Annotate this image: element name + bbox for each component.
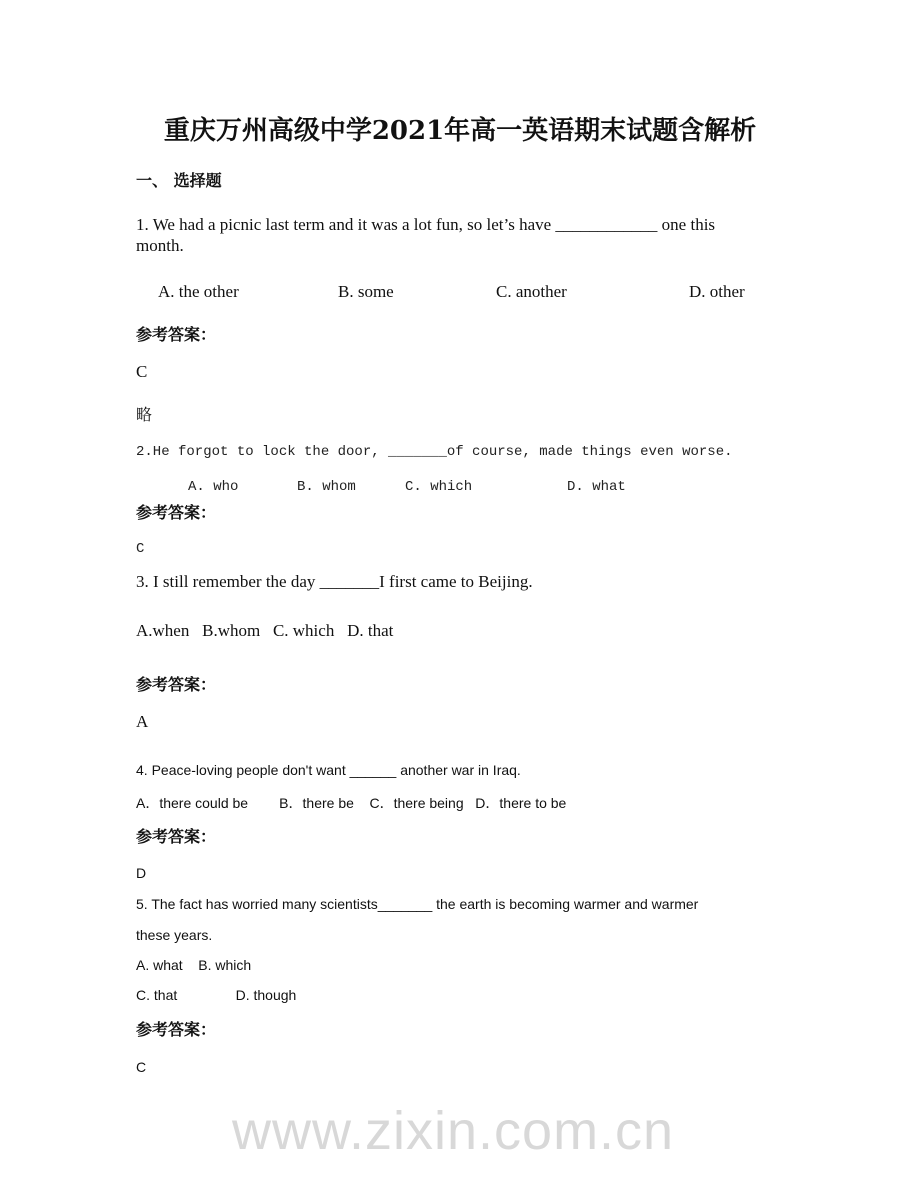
section-heading: 一、 选择题: [136, 171, 222, 190]
answer: C: [136, 1059, 147, 1075]
options: C. that D. though: [136, 987, 297, 1003]
note: 略: [136, 407, 153, 424]
question-1: 1. We had a picnic last term and it was a lot fun, so let’s have ____________ one this: [136, 215, 716, 234]
question-2: 2.He forgot to lock the door, _______of course, made things even worse.: [136, 444, 733, 460]
answer: C: [136, 541, 145, 557]
answer-label: 参考答案：: [136, 325, 217, 344]
question-3: 3. I still remember the day _______I first came to Beijing.: [136, 572, 533, 591]
question-4: 4. Peace-loving people don't want ______ another war in Iraq.: [136, 762, 521, 778]
answer-label: 参考答案：: [136, 827, 217, 846]
option: C. which: [405, 479, 473, 495]
option: B. whom: [297, 479, 356, 495]
option: A. the other: [158, 282, 239, 301]
answer: A: [136, 712, 149, 731]
option: A. who: [188, 479, 239, 495]
option: D. what: [567, 479, 626, 495]
answer-label: 参考答案：: [136, 675, 217, 694]
option: D. other: [689, 282, 745, 301]
options: A. what B. which: [136, 957, 252, 973]
question-5-cont: these years.: [136, 927, 213, 943]
option: C. another: [496, 282, 567, 301]
options: A.when B.whom C. which D. that: [136, 621, 394, 640]
page-title: 重庆万州高级中学2021年高一英语期末试题含解析: [163, 116, 757, 146]
answer: D: [136, 865, 147, 881]
option: B. some: [338, 282, 394, 301]
options: A．there could be B．there be C．there being D．there to be: [136, 795, 567, 811]
question-5: 5. The fact has worried many scientists_______ the earth is becoming warmer and warmer: [136, 896, 699, 912]
answer-label: 参考答案：: [136, 503, 217, 522]
answer-label: 参考答案：: [136, 1020, 217, 1039]
question-1-cont: month.: [136, 236, 184, 255]
answer: C: [136, 362, 148, 381]
watermark: www.zixin.com.cn: [232, 1101, 675, 1161]
